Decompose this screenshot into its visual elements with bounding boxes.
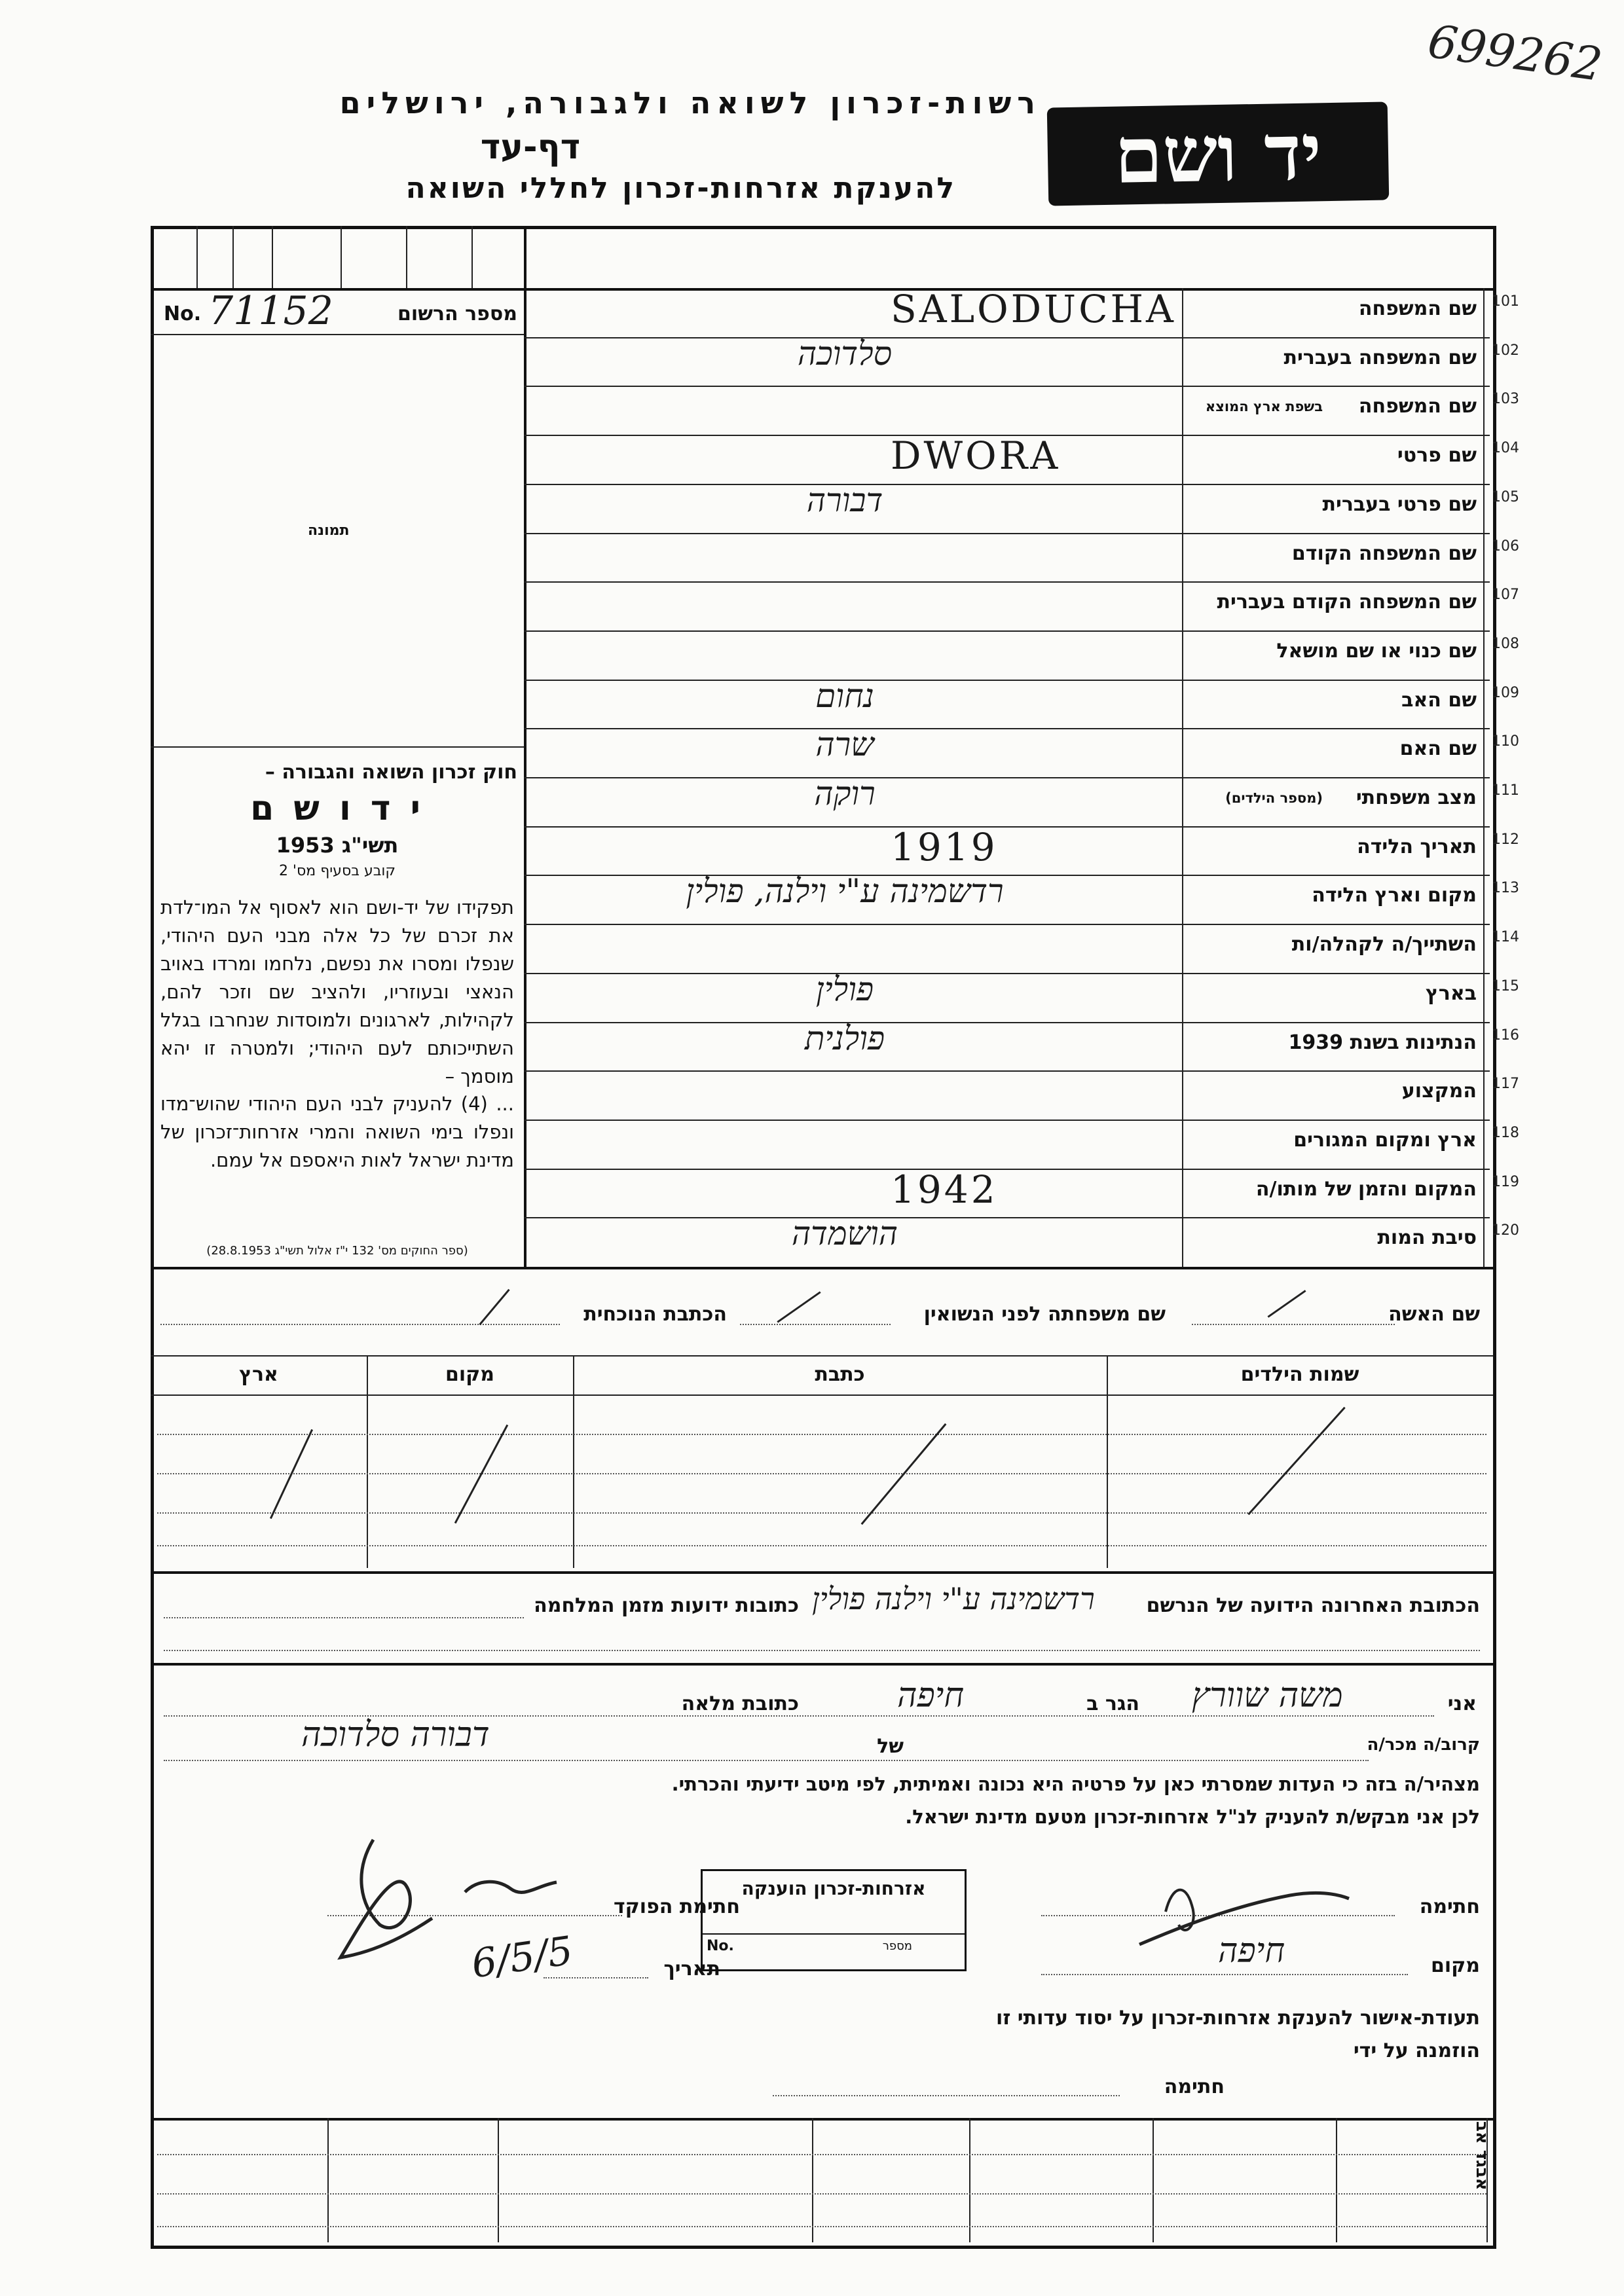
field-number: 110 (1492, 733, 1519, 750)
last-address-value: רדשמינה ע"י וילנה פולין (812, 1581, 1095, 1616)
law-year: תשי"ג 1953 (276, 833, 399, 858)
i-label: אני (1447, 1692, 1477, 1715)
field-number: 117 (1492, 1076, 1519, 1092)
date-label: תאריך (663, 1958, 720, 1980)
field-number: 102 (1492, 342, 1519, 359)
field-number: 103 (1492, 391, 1519, 407)
request-text: לכן אני מבקש/ת להעניק לנ"ל אזרחות-זכרון מטעם מדינת ישראל. (905, 1806, 1480, 1828)
field-number: 105 (1492, 489, 1519, 505)
field-number: 106 (1492, 538, 1519, 555)
field-label-note: בשפת ארץ המוצא (1205, 399, 1323, 414)
field-value: רדשמינה ע"י וילנה, פולין (686, 872, 1004, 910)
field-label: שם המשפחה (1358, 297, 1477, 320)
field-number: 118 (1492, 1125, 1519, 1141)
photo-label: תמונה (308, 522, 350, 539)
law-title: חוק זכרון השואה והגבורה – (265, 761, 517, 784)
full-address-label: כתובת מלאה (681, 1692, 799, 1715)
field-label: מצב משפחתי (1356, 786, 1477, 809)
field-label: בארץ (1425, 982, 1477, 1005)
citizenship-box-number-label: מספר (882, 1939, 912, 1953)
resides-label: הגר ב (1086, 1692, 1139, 1715)
field-value: שרה (815, 725, 874, 763)
field-number: 119 (1492, 1174, 1519, 1190)
field-value: דבורה (806, 481, 883, 519)
yad-vashem-logo: יד ושם (1047, 101, 1390, 206)
field-number: 104 (1492, 440, 1519, 456)
children-column-header: מקום (445, 1363, 494, 1386)
witness-signature-scribble (1126, 1846, 1375, 1977)
witness-name: משה שוורץ (1192, 1676, 1343, 1715)
signature-label: חתימה (1419, 1895, 1480, 1918)
field-label: הנתינות בשנת 1939 (1288, 1031, 1477, 1054)
law-section: קובע בסעיף מס' 2 (278, 863, 396, 879)
field-label-note: (מספר הילדים) (1225, 790, 1323, 806)
registry-no-label: No. (164, 302, 202, 325)
law-name: י ד ו ש ם (250, 789, 424, 828)
field-number: 112 (1492, 831, 1519, 848)
place-label: מקום (1431, 1954, 1480, 1977)
registry-no-value: 71152 (208, 288, 333, 334)
wartime-addresses-label: כתובות ידועות מזמן המלחמה (534, 1594, 799, 1617)
field-label: שם המשפחה הקודם (1291, 542, 1477, 565)
witness-city: חיפה (897, 1676, 965, 1715)
field-number: 120 (1492, 1222, 1519, 1239)
field-value: פולנית (804, 1019, 885, 1057)
children-column-header: כתבת (815, 1363, 865, 1386)
field-label: ארץ ומקום המגורים (1293, 1129, 1477, 1152)
field-label: סיבת המות (1377, 1226, 1477, 1249)
field-number: 115 (1492, 978, 1519, 994)
field-value: 1942 (891, 1167, 998, 1212)
field-number: 116 (1492, 1027, 1519, 1044)
field-label: תאריך הלידה (1357, 835, 1477, 858)
citizenship-box-no-label: No. (707, 1938, 734, 1954)
form-subtitle: להענקת אזרחות-זכרון לחללי השואה (405, 172, 956, 205)
field-number: 113 (1492, 880, 1519, 896)
certificate-line-1: תעודת-אישור להענקת אזרחות-זכרון על יסוד עדותי זו (996, 2007, 1480, 2030)
field-label: מקום וארץ הלידה (1312, 884, 1477, 907)
field-label: שם האם (1399, 737, 1477, 760)
children-column-header: שמות הילדים (1240, 1363, 1359, 1386)
last-address-label: הכתובת האחרונה הידועה של הנרשם (1146, 1594, 1480, 1617)
field-number: 109 (1492, 685, 1519, 701)
field-label: שם המשפחה בעברית (1283, 346, 1477, 369)
officer-date: 6/5/5 (468, 1927, 576, 1988)
citizenship-box-title: אזרחות-זכרון הוענקה (741, 1878, 926, 1899)
field-label: שם כנוי או שם מושאל (1276, 640, 1477, 663)
field-label: שם המשפחה (1358, 395, 1477, 418)
of-label: של (877, 1735, 904, 1758)
field-number: 108 (1492, 636, 1519, 652)
officer-signature-label: חתימת הפוקד (614, 1895, 740, 1918)
field-number: 107 (1492, 587, 1519, 603)
field-value: רוקה (814, 774, 876, 812)
children-column-header: ארץ (239, 1363, 278, 1386)
field-label: שם האב (1401, 689, 1477, 712)
witness-place: חיפה (1218, 1931, 1285, 1971)
form-title: דף-עד (480, 128, 581, 167)
file-number: 699262 (1424, 14, 1606, 92)
field-label: שם פרטי (1397, 444, 1477, 467)
certificate-line-2: הוזמנה על ידי (1353, 2039, 1480, 2062)
current-address-label: הכתבת הנוכחית (583, 1303, 727, 1326)
field-number: 114 (1492, 929, 1519, 945)
relation-label: קרוב/ה מכר/ה (1367, 1735, 1480, 1755)
field-value: פולין (815, 970, 874, 1008)
certificate-line-3: חתימה (1164, 2075, 1225, 2098)
field-label: המקום והזמן של מותו/ה (1255, 1178, 1477, 1201)
field-value: SALODUCHA (891, 287, 1176, 331)
field-value: 1919 (891, 825, 998, 869)
field-number: 101 (1492, 293, 1519, 310)
field-value: DWORA (891, 433, 1061, 478)
field-label: שם פרטי בעברית (1322, 493, 1477, 516)
law-source: (ספר החוקים מס' 132 י"ז אלול תשי"ג 28.8.1953) (206, 1244, 468, 1258)
law-text: תפקידו של יד-ושם הוא לאסוף אל המו־לדת את זכרם של כל אלה מבני העם היהודי, שנפלו ומסרו את נפשם, נלחמו ומרדו באויב הנאצי ובעוזריו, ולהציב שם וזכר להם, לקהילות, לארגונים ולמוסדות שנחרבו בגלל השתייכותם לעם היהודי; ולמטרה זו יהא מוסמך – (160, 896, 514, 1087)
deceased-name: דבורה סלדוכה (301, 1715, 490, 1755)
field-label: המקצוע (1401, 1080, 1477, 1102)
field-number: 111 (1492, 782, 1519, 799)
citizenship-granted-box (701, 1869, 967, 1971)
registry-label: מספר הרשום (397, 302, 517, 325)
wife-label: שם האשה (1388, 1303, 1480, 1326)
field-value: נחום (815, 677, 874, 715)
maiden-label: שם משפחתה לפני הנשואין (923, 1303, 1166, 1326)
law-clause: ... (4) להעניק לבני העם היהודי שהוש־מדו ונפלו בימי השואה והמרי אזרחות־זכרון של מדינת ישראל לאות היאספם אל עמם. (160, 1093, 514, 1171)
authority-name: רשות-זכרון לשואה ולגבורה, ירושלים (339, 85, 1041, 120)
declaration-text: מצהיר/ה בזה כי העדות שמסרתי כאן על פרטיה היא נכונה ואמיתית, לפי מיטב ידיעתי והכרתי. (671, 1773, 1480, 1795)
field-value: הושמדה (791, 1214, 898, 1252)
field-value: סלדוכה (797, 335, 893, 373)
field-label: שם המשפחה הקודם בעברית (1217, 591, 1477, 613)
field-label: השתייך/ה לקהלה/ות (1291, 933, 1477, 956)
